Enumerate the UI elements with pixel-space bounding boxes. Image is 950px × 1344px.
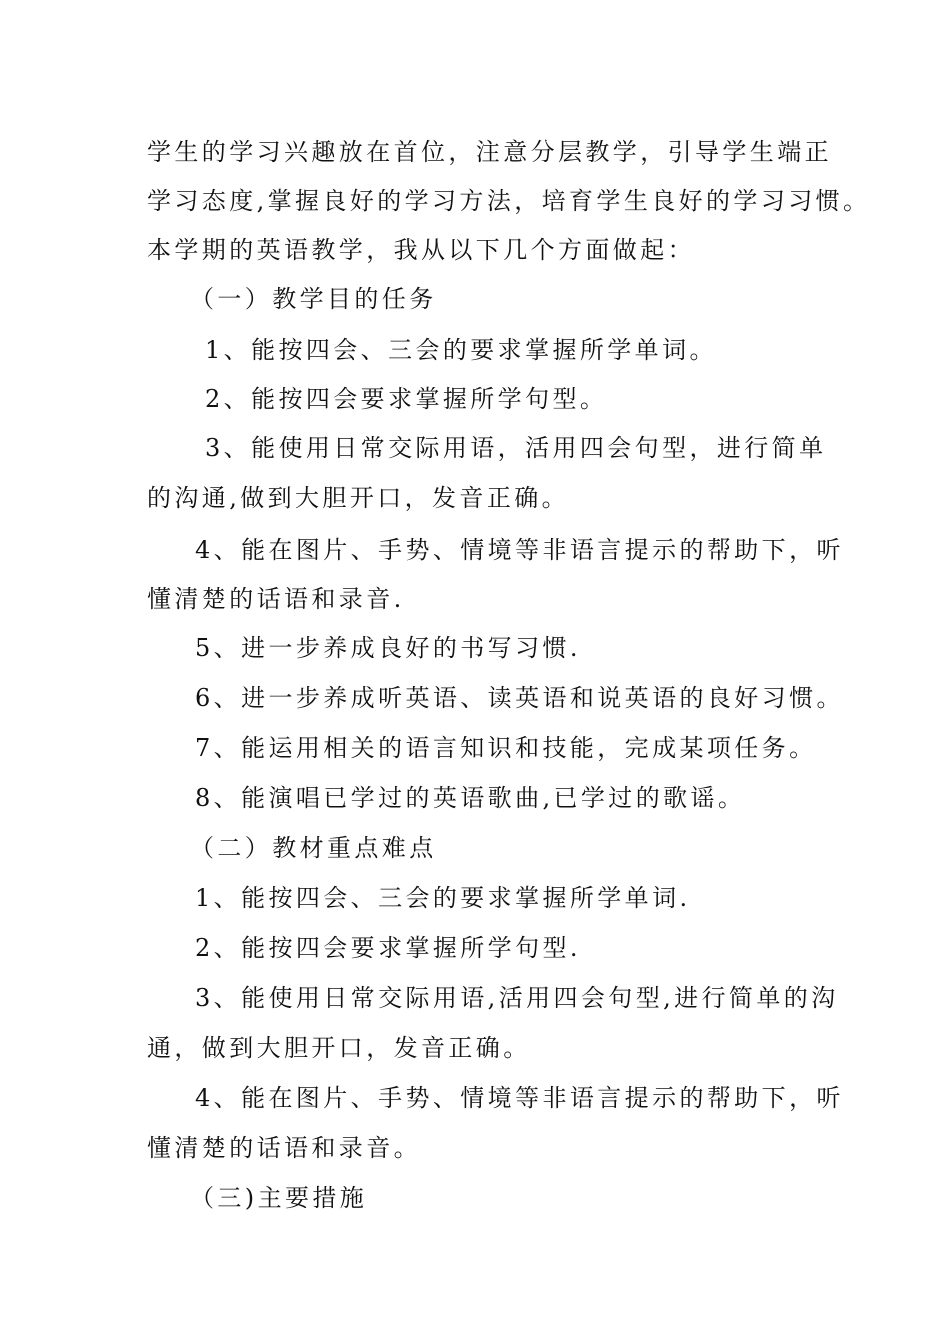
section-heading: （二）教材重点难点 (190, 834, 437, 862)
text-line: 学生的学习兴趣放在首位，注意分层教学，引导学生端正 (147, 138, 832, 166)
list-item: 6、进一步养成听英语、读英语和说英语的良好习惯。 (195, 684, 844, 712)
section-heading: （三)主要措施 (190, 1184, 368, 1212)
list-item: 3、能使用日常交际用语,活用四会句型,进行简单的沟 (195, 984, 839, 1012)
text-line: 学习态度,掌握良好的学习方法，培育学生良好的学习习惯。 (147, 187, 871, 215)
list-item: 3、能使用日常交际用语，活用四会句型，进行简单 (205, 434, 827, 462)
list-item: 4、能在图片、手势、情境等非语言提示的帮助下，听 (195, 1084, 844, 1112)
list-item: 1、能按四会、三会的要求掌握所学单词. (195, 884, 691, 912)
list-item: 8、能演唱已学过的英语歌曲,已学过的歌谣。 (195, 784, 746, 812)
list-item: 2、能按四会要求掌握所学句型. (195, 934, 581, 962)
list-item: 1、能按四会、三会的要求掌握所学单词。 (205, 336, 717, 364)
section-heading: （一）教学目的任务 (190, 285, 437, 313)
text-line: 懂清楚的话语和录音。 (147, 1134, 421, 1162)
text-line: 懂清楚的话语和录音. (147, 585, 405, 613)
list-item: 4、能在图片、手势、情境等非语言提示的帮助下，听 (195, 536, 844, 564)
list-item: 2、能按四会要求掌握所学句型。 (205, 385, 608, 413)
list-item: 5、进一步养成良好的书写习惯. (195, 634, 581, 662)
list-item: 7、能运用相关的语言知识和技能，完成某项任务。 (195, 734, 817, 762)
text-line: 通，做到大胆开口，发音正确。 (147, 1034, 531, 1062)
text-line: 本学期的英语教学，我从以下几个方面做起： (147, 236, 695, 264)
text-line: 的沟通,做到大胆开口，发音正确。 (147, 484, 570, 512)
